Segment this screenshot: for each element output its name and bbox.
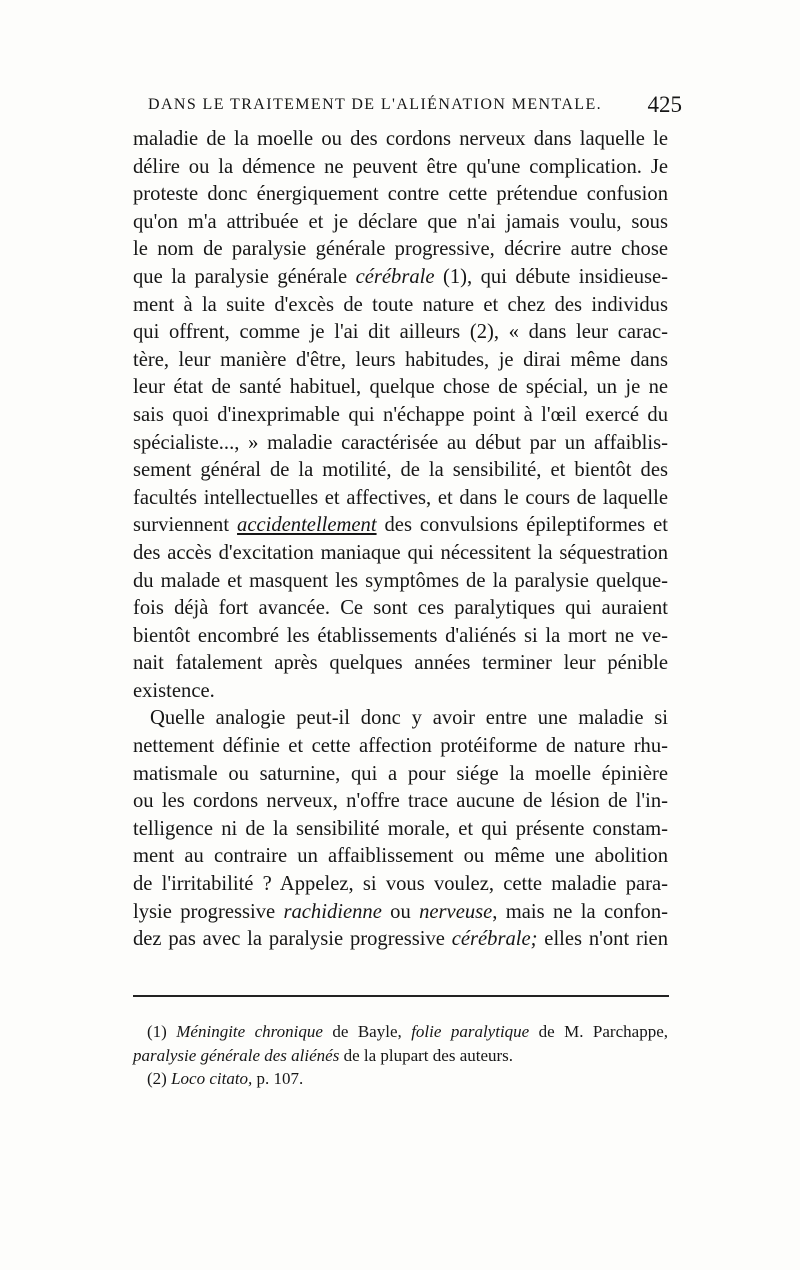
text-line: matismale ou saturnine, qui a pour siége la moelle épinière <box>133 762 668 785</box>
text-line: maladie de la moelle ou des cordons nerveux dans laquelle le <box>133 128 668 150</box>
italic-term: nerveuse <box>419 900 493 923</box>
running-head <box>134 92 682 122</box>
text-line: sement général de la motilité, de la sensibilité, et bientôt des <box>133 459 668 482</box>
italic-term <box>237 514 377 536</box>
text-line: délire ou la démence ne peuvent être qu'une complication. Je <box>133 155 668 178</box>
text-fragment: , mais ne la confon- <box>492 900 668 923</box>
text-line: qu'on m'a attribuée et je déclare que n'ai jamais voulu, sous <box>133 210 668 233</box>
text-fragment: ou <box>381 900 420 923</box>
italic-term: folie paralytique <box>411 1022 530 1041</box>
text-fragment: surviennent <box>133 514 230 537</box>
italic-term: cérébrale <box>355 265 435 288</box>
text-line <box>133 264 668 292</box>
footnote-marker: (2) <box>147 1069 167 1088</box>
footnote-1-continued <box>133 1044 668 1068</box>
text-fragment: elles n'ont rien <box>537 928 668 951</box>
text-fragment: (1), qui débute insidieuse- <box>434 265 669 288</box>
text-line: qui offrent, comme je l'ai dit ailleurs (2), « dans leur carac- <box>133 321 668 344</box>
text-line: des accès d'excitation maniaque qui nécessitent la séquestration <box>133 541 668 564</box>
italic-term: rachidienne <box>283 900 382 923</box>
text-line: ment à la suite d'excès de toute nature et chez des individus <box>133 293 668 316</box>
text-fragment: dez pas avec la paralysie progressive <box>133 928 445 951</box>
text-line: leur état de santé habituel, quelque chose de spécial, un je ne <box>133 376 668 399</box>
footnote-1 <box>133 1020 668 1044</box>
text-line: ou les cordons nerveux, n'offre trace aucune de lésion de l'in- <box>133 790 668 813</box>
text-line: facultés intellectuelles et affectives, et dans le cours de laquelle <box>133 486 668 509</box>
italic-term: cérébrale; <box>451 928 538 951</box>
text-line: bientôt encombré les établissements d'aliénés si la mort ne ve- <box>133 624 668 647</box>
text-line: de l'irritabilité ? Appelez, si vous voulez, cette maladie para- <box>133 873 668 896</box>
text-line: tère, leur manière d'être, leurs habitudes, je dirai même dans <box>133 348 668 371</box>
text-line: fois déjà fort avancée. Ce sont ces paralytiques qui auraient <box>133 597 668 620</box>
text-fragment: de M. Parchappe, <box>529 1022 668 1041</box>
text-fragment: que la paralysie générale <box>133 265 348 288</box>
text-line: nait fatalement après quelques années terminer leur pénible <box>133 652 668 675</box>
footnote-2 <box>133 1067 668 1091</box>
footnotes <box>133 1020 668 1091</box>
text-line: telligence ni de la sensibilité morale, et qui présente constam- <box>133 817 668 840</box>
running-head-title: DANS LE TRAITEMENT DE L'ALIÉNATION MENTALE. <box>148 96 603 113</box>
footnote-marker: (1) <box>147 1022 167 1041</box>
text-line <box>133 899 668 927</box>
text-line: Quelle analogie peut-il donc y avoir entre une maladie si <box>150 707 668 730</box>
text-line <box>133 926 668 954</box>
text-fragment: p. 107. <box>252 1069 304 1088</box>
text-line: ment au contraire un affaiblissement ou même une abolition <box>133 845 668 868</box>
italic-term: Loco citato, <box>171 1069 253 1088</box>
text-line: le nom de paralysie générale progressive, décrire autre chose <box>133 238 668 261</box>
underlined-term: accidentellement <box>237 514 377 537</box>
text-line <box>133 512 668 540</box>
text-line: du malade et masquent les symptômes de la paralysie quelque- <box>133 569 668 592</box>
text-fragment: de la plupart des auteurs. <box>339 1045 514 1065</box>
text-line: existence. <box>133 679 215 702</box>
italic-term: paralysie générale des aliénés <box>133 1045 340 1065</box>
text-line: spécialiste..., » maladie caractérisée au début par un affaiblis- <box>133 431 668 454</box>
text-fragment: de Bayle, <box>322 1022 412 1041</box>
text-line: nettement définie et cette affection protéiforme de nature rhu- <box>133 735 668 758</box>
text-line: sais quoi d'inexprimable qui n'échappe point à l'œil exercé du <box>133 403 668 426</box>
main-text <box>133 126 668 954</box>
italic-term: Méningite chronique <box>176 1022 323 1041</box>
text-fragment: des convulsions épileptiformes et <box>376 514 668 537</box>
page-number: 425 <box>647 92 682 117</box>
text-line: proteste donc énergiquement contre cette prétendue confusion <box>133 183 668 206</box>
text-fragment: lysie progressive <box>133 900 276 923</box>
footnote-divider <box>133 995 669 997</box>
